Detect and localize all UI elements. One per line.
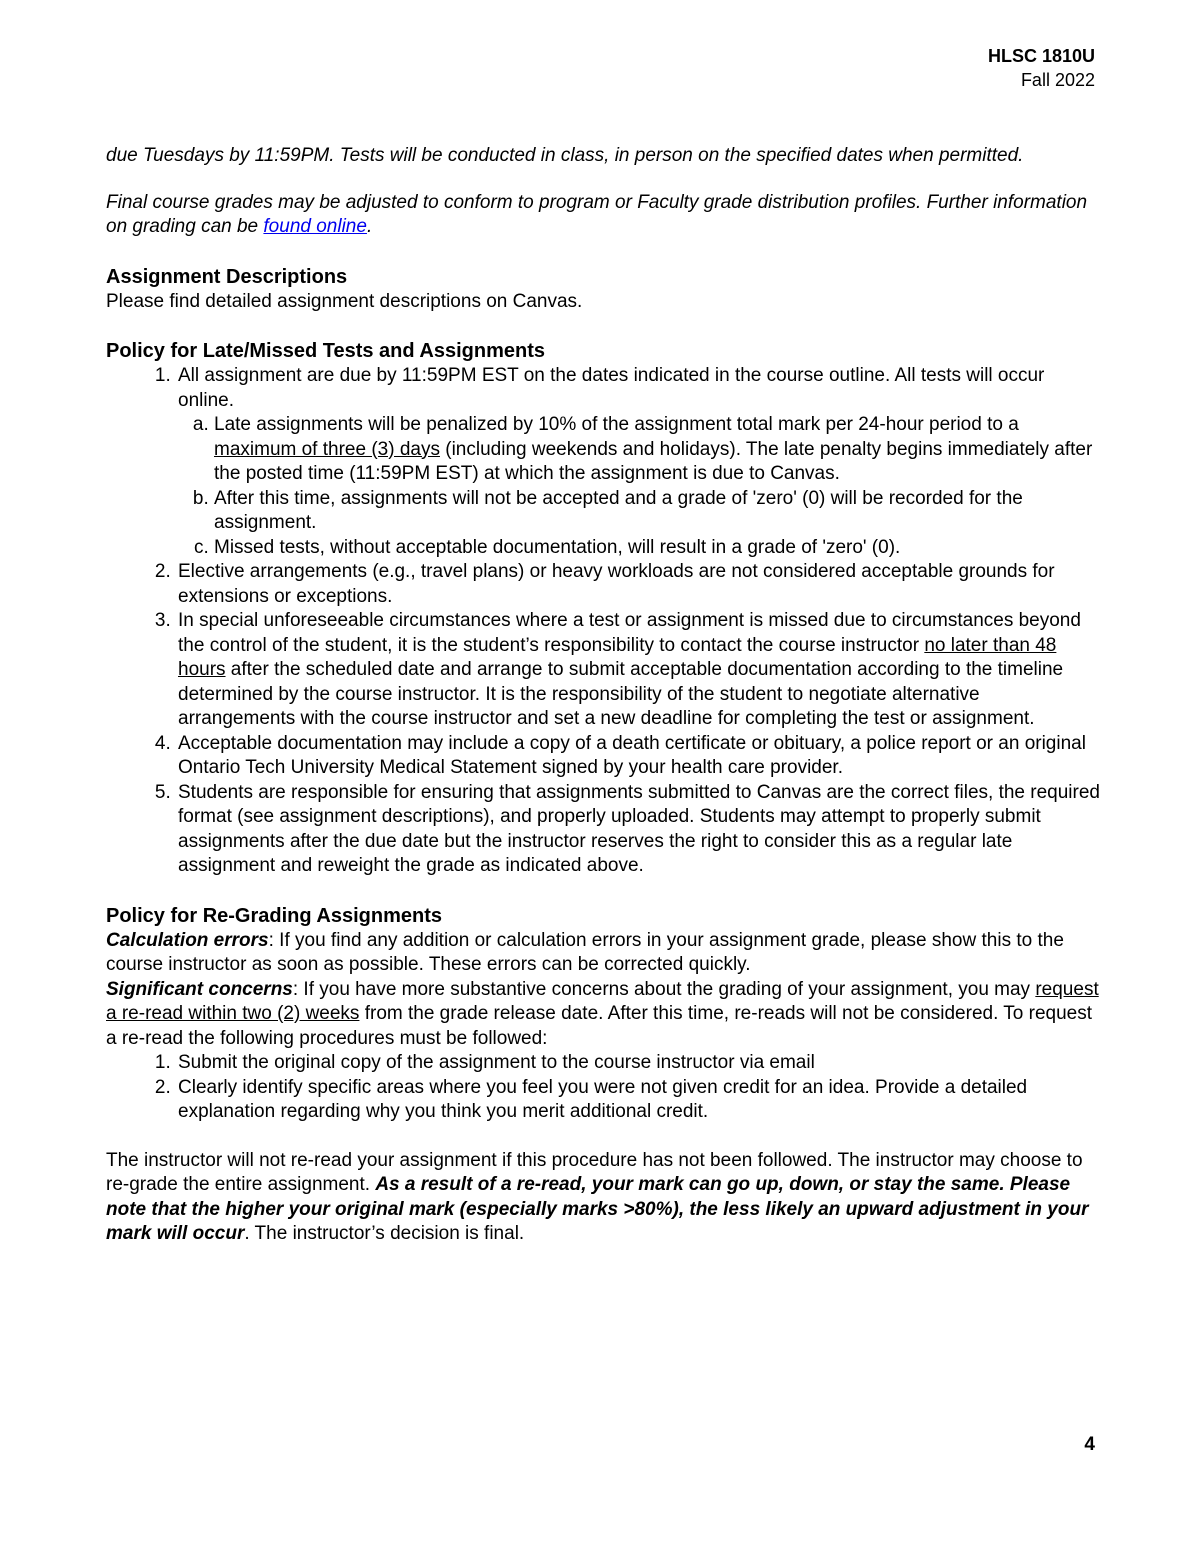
list-item xyxy=(176,781,1101,879)
item-1a-text: Late assignments will be penalized by 10% of the assignment total mark per 24-hour period to a xyxy=(214,414,1019,435)
period: . xyxy=(366,216,373,237)
list-item xyxy=(214,536,1101,561)
list-item xyxy=(176,1076,1101,1125)
found-online-link[interactable]: found online xyxy=(263,216,367,237)
item-3-text-end: after the scheduled date and arrange to submit acceptable documentation according to the timeline determined by the course instructor. It is the responsibility of the student to negotiate alternative arrangements with the course instructor and set a new deadline for completing the test or assignment. xyxy=(178,659,1064,729)
list-item xyxy=(176,732,1101,781)
page-header xyxy=(988,44,1095,92)
list-item xyxy=(214,413,1101,487)
final-text-end: . The instructor’s decision is final. xyxy=(244,1223,525,1244)
late-policy-item-1: All assignment are due by 11:59PM EST on the dates indicated in the course outline. All tests will occur online. xyxy=(178,365,1045,411)
regrading-steps-list xyxy=(106,1051,1101,1125)
late-policy-item-2: Elective arrangements (e.g., travel plans) or heavy workloads are not considered acceptable grounds for extensions or exceptions. xyxy=(178,561,1055,607)
calculation-errors-label: Calculation errors xyxy=(106,929,269,951)
list-item xyxy=(176,609,1101,732)
regrading-heading: Policy for Re-Grading Assignments xyxy=(106,904,442,927)
late-policy-list xyxy=(106,364,1101,879)
calculation-errors-paragraph xyxy=(106,929,1101,978)
item-3-text: In special unforeseeable circumstances where a test or assignment is missed due to circumstances beyond the control of the student, it is the student’s responsibility to contact the course instructor xyxy=(178,610,1081,656)
assignment-descriptions-heading: Assignment Descriptions xyxy=(106,265,348,288)
reread-window-underlined: request a re-read within two (2) weeks xyxy=(106,978,1099,1024)
max-days-underlined: maximum of three (3) days xyxy=(214,438,440,460)
deadline-underlined: no later than 48 hours xyxy=(178,634,1057,680)
term: Fall 2022 xyxy=(1020,70,1095,90)
final-text: The instructor will not re-read your assignment if this procedure has not been followed. The instructor may choose to re-grade the entire assignment. xyxy=(106,1149,1083,1195)
late-policy-heading: Policy for Late/Missed Tests and Assignments xyxy=(106,340,546,362)
list-item xyxy=(214,487,1101,536)
significant-concerns-label: Significant concerns xyxy=(106,978,293,1000)
late-policy-sublist xyxy=(178,413,1101,560)
page-number: 4 xyxy=(1084,1434,1095,1455)
intro-paragraph-2 xyxy=(106,191,1101,240)
grading-text: Final course grades may be adjusted to conform to program or Faculty grade distribution profiles. Further information on grading can be xyxy=(106,191,1088,237)
late-policy-item-5: Students are responsible for ensuring that assignments submitted to Canvas are the correct files, the required format (see assignment descriptions), and properly uploaded. Students may attempt to properly submit assignments after the due date but the instructor reserves the right to consider this as a regular late assignment and reweight the grade as indicated above. xyxy=(178,781,1100,876)
significant-concerns-text-end: from the grade release date. After this time, re-reads will not be considered. To request a re-read the following procedures must be followed: xyxy=(106,1003,1093,1049)
page-content xyxy=(106,144,1101,1247)
significant-concerns-text: : If you have more substantive concerns about the grading of your assignment, you may xyxy=(292,978,1036,1000)
final-bold-text: As a result of a re-read, your mark can go up, down, or stay the same. Please note that the higher your original mark (especially marks >80%), the less likely an upward adjustment in your mark will occur xyxy=(106,1174,1089,1244)
list-item xyxy=(176,1051,1101,1076)
regrading-step-1: Submit the original copy of the assignment to the course instructor via email xyxy=(178,1052,815,1073)
calculation-errors-text: : If you find any addition or calculation errors in your assignment grade, please show this to the course instructor as soon as possible. These errors can be corrected quickly. xyxy=(106,929,1064,975)
assignment-descriptions-text: Please find detailed assignment descriptions on Canvas. xyxy=(106,290,583,312)
significant-concerns-paragraph xyxy=(106,978,1101,1052)
final-paragraph xyxy=(106,1149,1101,1247)
item-1c-text: Missed tests, without acceptable documentation, will result in a grade of 'zero' (0). xyxy=(214,536,901,558)
regrading-step-2: Clearly identify specific areas where you feel you were not given credit for an idea. Provide a detailed explanation regarding why you think you merit additional credit. xyxy=(178,1076,1028,1122)
item-1a-text-end: (including weekends and holidays). The late penalty begins immediately after the posted time (11:59PM EST) at which the assignment is due to Canvas. xyxy=(214,438,1093,484)
course-code: HLSC 1810U xyxy=(987,46,1095,66)
item-1b-text: After this time, assignments will not be accepted and a grade of 'zero' (0) will be recorded for the assignment. xyxy=(214,487,1023,533)
list-item xyxy=(176,364,1101,560)
late-policy-item-4: Acceptable documentation may include a copy of a death certificate or obituary, a police report or an original Ontario Tech University Medical Statement signed by your health care provider. xyxy=(178,732,1086,778)
intro-paragraph-1: due Tuesdays by 11:59PM. Tests will be conducted in class, in person on the specified dates when permitted. xyxy=(106,145,1024,166)
list-item xyxy=(176,560,1101,609)
